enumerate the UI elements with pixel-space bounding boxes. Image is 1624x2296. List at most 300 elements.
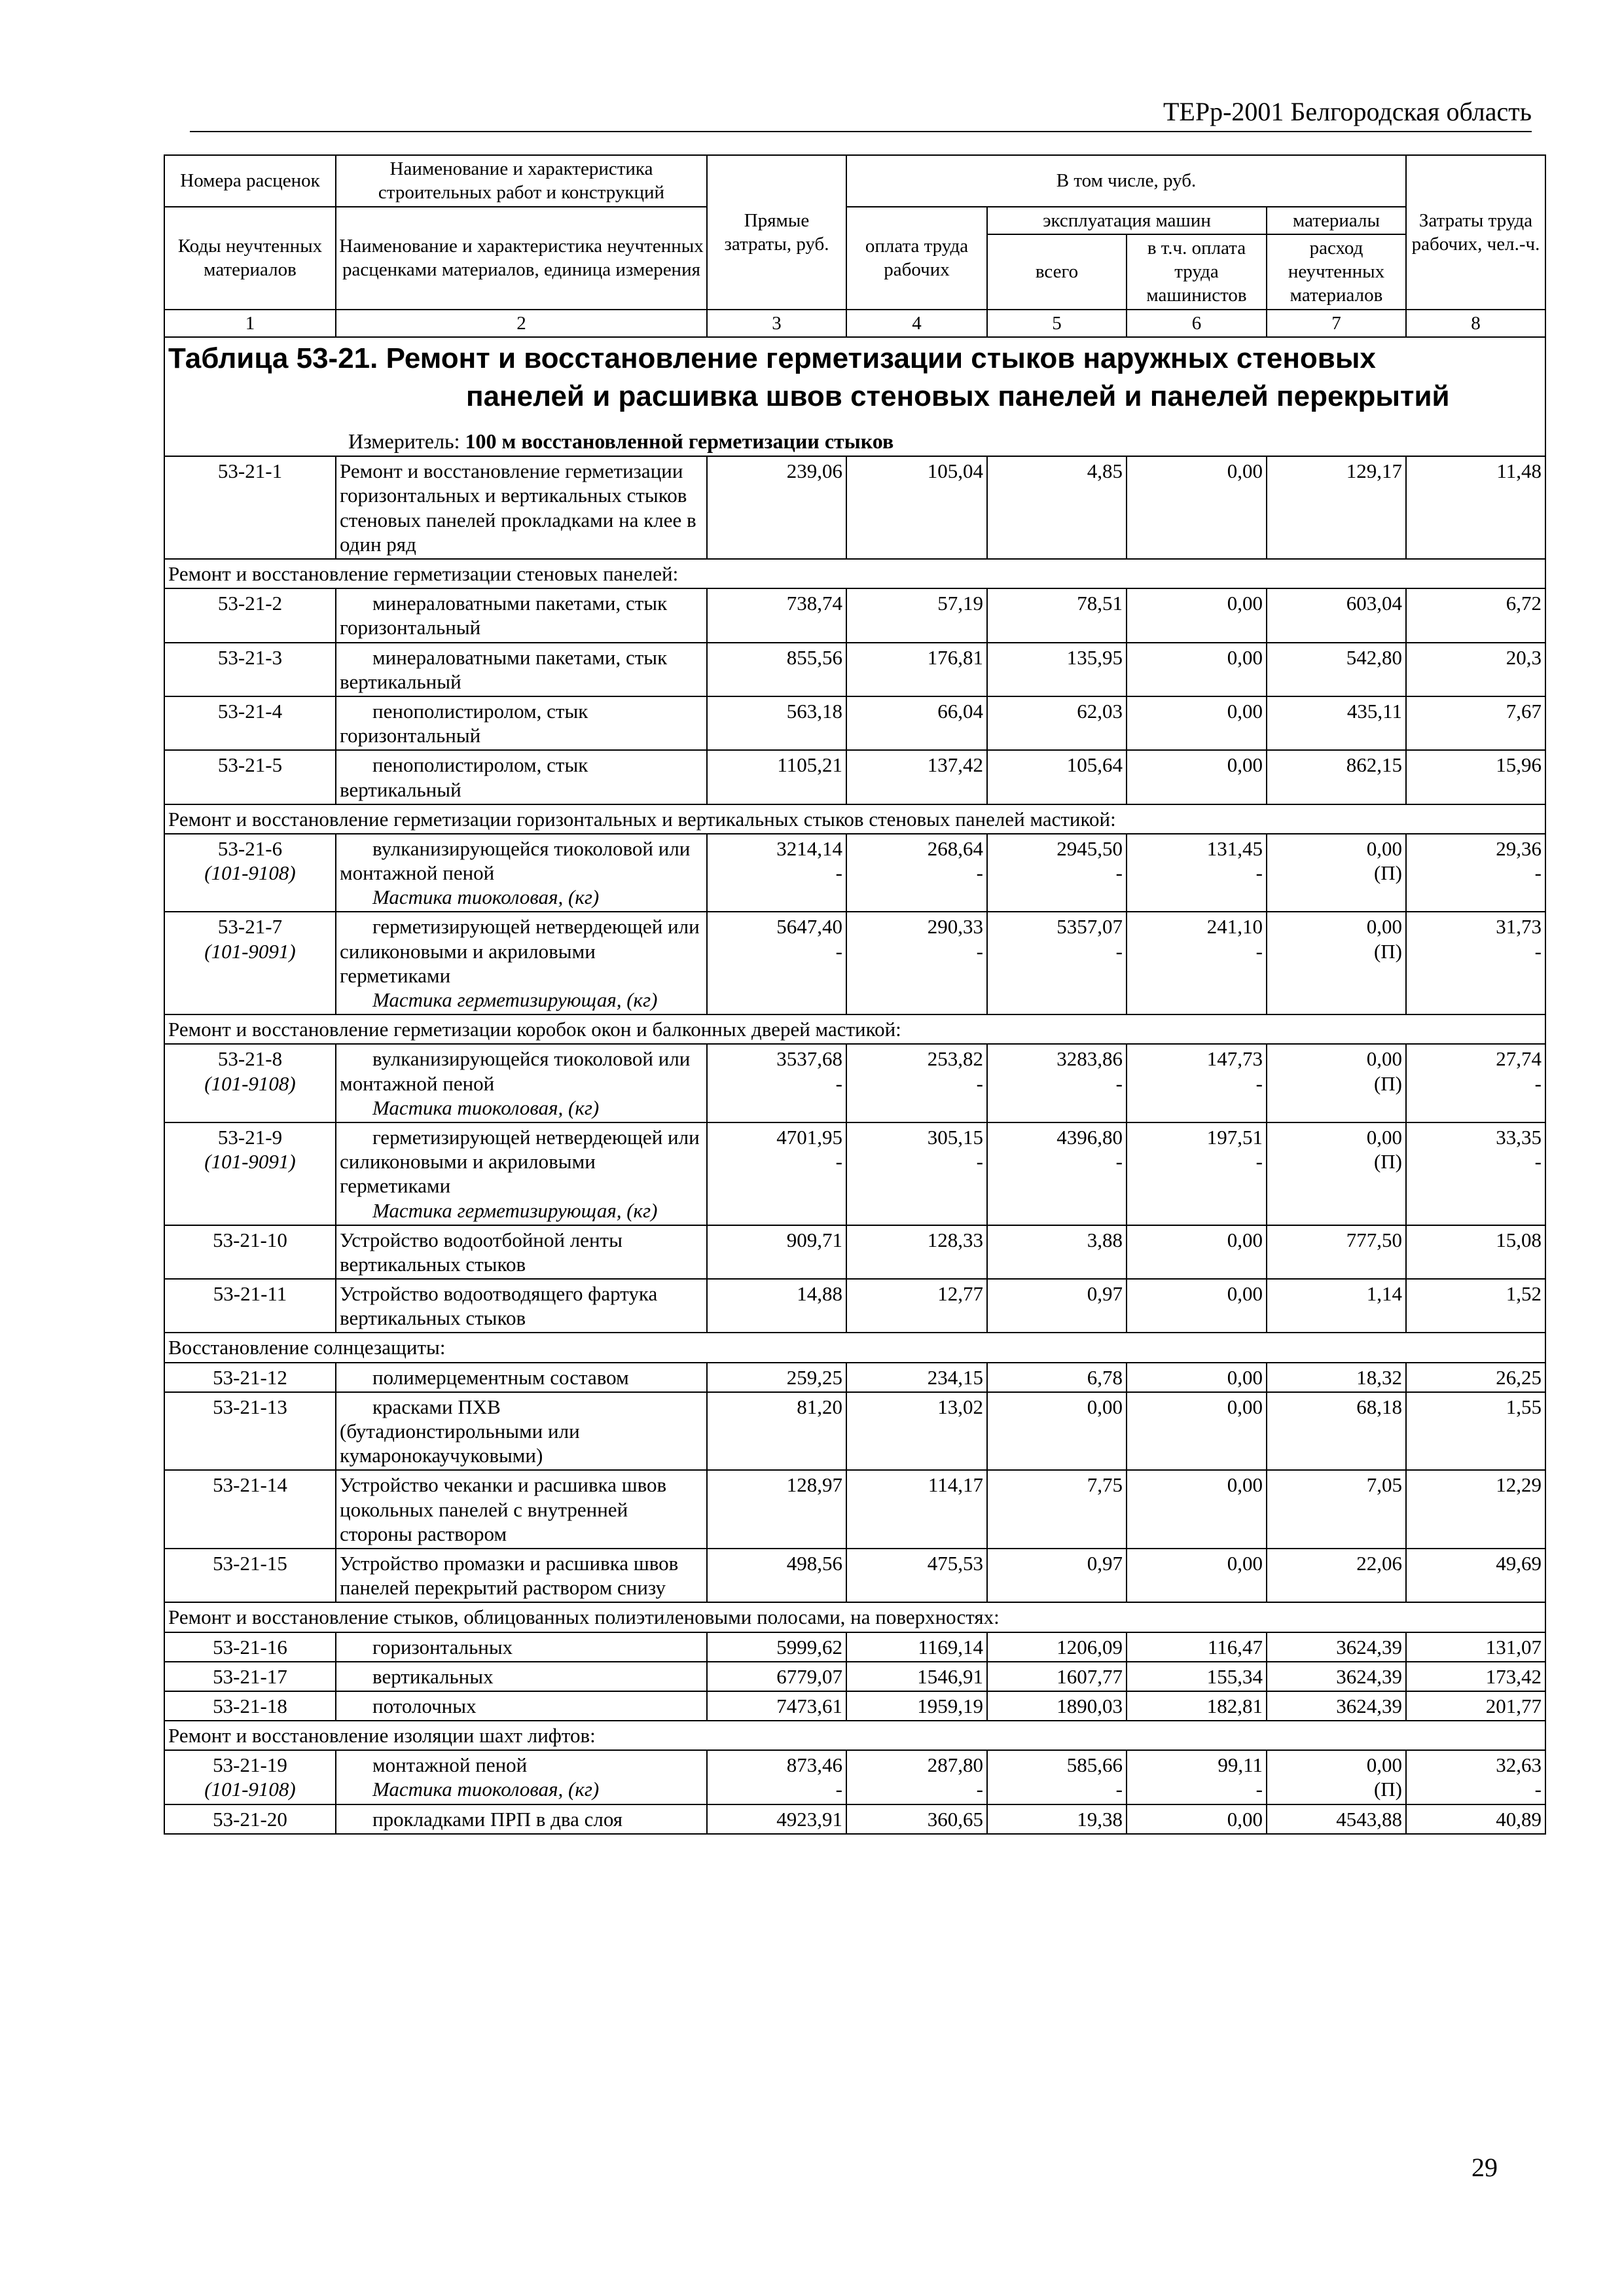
col-number-6: 6 bbox=[1127, 310, 1267, 337]
head-col8: Затраты труда рабочих, чел.-ч. bbox=[1406, 155, 1545, 310]
value-cell bbox=[987, 1279, 1127, 1333]
value: 0,00 bbox=[1227, 1365, 1263, 1389]
value: 0,00 bbox=[1227, 1473, 1263, 1497]
value: 6,78 bbox=[1087, 1365, 1123, 1389]
work-name-cell bbox=[336, 750, 707, 804]
value-cell bbox=[1267, 456, 1406, 559]
material-value: - bbox=[1255, 861, 1263, 885]
value-cell bbox=[1267, 1363, 1406, 1392]
head-col2b: Наименование и характеристика неучтенных расценками материалов, единица измерения bbox=[336, 207, 707, 310]
value-cell bbox=[1127, 588, 1267, 642]
work-name-cell bbox=[336, 1750, 707, 1804]
value-cell bbox=[707, 1632, 846, 1662]
table-row bbox=[164, 1225, 1545, 1279]
value-cell bbox=[1127, 834, 1267, 912]
value-cell bbox=[707, 912, 846, 1014]
value: 57,19 bbox=[937, 592, 983, 615]
value-cell bbox=[707, 1691, 846, 1721]
work-name: вулканизирующейся тиоколовой или монтажной пеной bbox=[340, 1047, 691, 1095]
value: 12,29 bbox=[1496, 1473, 1542, 1497]
value: 20,3 bbox=[1506, 645, 1542, 669]
table-title-row bbox=[164, 337, 1545, 457]
material-value: - bbox=[1255, 1071, 1263, 1095]
value: 0,00 bbox=[1227, 1807, 1263, 1831]
material-value: (П) bbox=[1373, 1071, 1402, 1095]
value: 27,74 bbox=[1496, 1047, 1542, 1071]
material-value: - bbox=[835, 1071, 842, 1095]
value: 31,73 bbox=[1496, 915, 1542, 939]
material-value: (П) bbox=[1373, 861, 1402, 885]
rate-code: 53-21-8 bbox=[217, 1047, 283, 1071]
value-cell bbox=[1406, 1691, 1545, 1721]
value-cell bbox=[1127, 1279, 1267, 1333]
value-cell bbox=[707, 696, 846, 750]
value-cell bbox=[1406, 1279, 1545, 1333]
value-cell bbox=[846, 834, 987, 912]
measure-line bbox=[168, 429, 1542, 454]
material-code: (101-9108) bbox=[204, 1071, 296, 1095]
value: 0,00 bbox=[1366, 1125, 1402, 1149]
value: 3624,39 bbox=[1336, 1694, 1402, 1717]
material-value: - bbox=[1255, 939, 1263, 963]
value-cell bbox=[707, 1470, 846, 1549]
value: 360,65 bbox=[927, 1807, 983, 1831]
table-row bbox=[164, 1470, 1545, 1549]
value-cell bbox=[987, 643, 1127, 696]
value: 0,00 bbox=[1366, 915, 1402, 939]
head-materials: материалы bbox=[1267, 207, 1406, 234]
rate-code-cell bbox=[164, 456, 336, 559]
material-value: - bbox=[835, 1778, 842, 1801]
value: 26,25 bbox=[1496, 1365, 1542, 1389]
value: 0,00 bbox=[1227, 645, 1263, 669]
value: 6,72 bbox=[1506, 592, 1542, 615]
value: 105,04 bbox=[927, 459, 983, 483]
work-name: прокладками ПРП в два слоя bbox=[372, 1807, 623, 1831]
material-value: (П) bbox=[1373, 1778, 1402, 1801]
work-name: Устройство водоотбойной ленты вертикальных стыков bbox=[340, 1228, 623, 1276]
work-name: полимерцементным составом bbox=[372, 1365, 629, 1389]
rate-code-cell bbox=[164, 1804, 336, 1834]
value: 6779,07 bbox=[776, 1664, 842, 1688]
value-cell bbox=[846, 750, 987, 804]
rate-code: 53-21-13 bbox=[213, 1395, 287, 1418]
rate-code: 53-21-14 bbox=[213, 1473, 287, 1497]
value-cell bbox=[1127, 912, 1267, 1014]
group-heading: Ремонт и восстановление герметизации горизонтальных и вертикальных стыков стеновых панелей мастикой: bbox=[164, 804, 1545, 834]
value: 3624,39 bbox=[1336, 1635, 1402, 1659]
head-col6: в т.ч. оплата труда машинистов bbox=[1127, 234, 1267, 310]
value-cell bbox=[1406, 1549, 1545, 1602]
rate-code: 53-21-17 bbox=[213, 1664, 287, 1688]
value-cell bbox=[846, 1363, 987, 1392]
value-cell bbox=[846, 588, 987, 642]
value-cell bbox=[1267, 1549, 1406, 1602]
value-cell bbox=[707, 1549, 846, 1602]
value-cell bbox=[707, 643, 846, 696]
material-code: (101-9108) bbox=[204, 861, 296, 885]
value-cell bbox=[846, 456, 987, 559]
value-cell bbox=[707, 750, 846, 804]
value: 105,64 bbox=[1066, 753, 1123, 777]
value: 19,38 bbox=[1077, 1807, 1123, 1831]
value: 0,00 bbox=[1087, 1395, 1123, 1418]
value-cell bbox=[1267, 750, 1406, 804]
value-cell bbox=[1406, 643, 1545, 696]
value: 1105,21 bbox=[777, 753, 842, 777]
table-row bbox=[164, 1632, 1545, 1662]
rate-code-cell bbox=[164, 1363, 336, 1392]
rate-code: 53-21-11 bbox=[213, 1282, 287, 1306]
value-cell bbox=[846, 1392, 987, 1471]
work-name-cell bbox=[336, 1470, 707, 1549]
value-cell bbox=[987, 834, 1127, 912]
rate-code-cell bbox=[164, 696, 336, 750]
value: 78,51 bbox=[1077, 592, 1123, 615]
work-name-cell bbox=[336, 643, 707, 696]
rate-code: 53-21-5 bbox=[217, 753, 283, 777]
work-name-cell bbox=[336, 696, 707, 750]
value: 873,46 bbox=[786, 1753, 842, 1777]
rate-code: 53-21-15 bbox=[213, 1551, 287, 1575]
value: 0,00 bbox=[1227, 1395, 1263, 1418]
rate-code-cell bbox=[164, 1392, 336, 1471]
work-name: горизонтальных bbox=[372, 1635, 513, 1659]
value-cell bbox=[846, 1662, 987, 1691]
head-col5: всего bbox=[987, 234, 1127, 310]
value-cell bbox=[1127, 1470, 1267, 1549]
work-name: потолочных bbox=[372, 1694, 477, 1717]
value-cell bbox=[707, 1122, 846, 1225]
head-col3: Прямые затраты, руб. bbox=[707, 155, 846, 310]
value-cell bbox=[987, 750, 1127, 804]
head-col1a: Номера расценок bbox=[164, 155, 336, 207]
value-cell bbox=[846, 696, 987, 750]
value: 5357,07 bbox=[1056, 915, 1123, 939]
value: 542,80 bbox=[1346, 645, 1402, 669]
value-cell bbox=[987, 1549, 1127, 1602]
table-body bbox=[164, 337, 1545, 1834]
work-name-cell bbox=[336, 1632, 707, 1662]
value-cell bbox=[846, 1691, 987, 1721]
value-cell bbox=[846, 1632, 987, 1662]
material-value: - bbox=[1255, 1778, 1263, 1801]
value-cell bbox=[987, 1691, 1127, 1721]
table-head bbox=[164, 155, 1545, 337]
value-cell bbox=[1127, 1363, 1267, 1392]
value-cell bbox=[987, 1632, 1127, 1662]
table-title bbox=[168, 340, 1542, 416]
value-cell bbox=[987, 456, 1127, 559]
material-value: - bbox=[976, 1778, 983, 1801]
material-code: (101-9108) bbox=[204, 1778, 296, 1801]
value: 11,48 bbox=[1496, 459, 1542, 483]
rate-code-cell bbox=[164, 1549, 336, 1602]
value: 2945,50 bbox=[1056, 836, 1123, 860]
col-number-5: 5 bbox=[987, 310, 1127, 337]
head-col1b: Коды неучтенных материалов bbox=[164, 207, 336, 310]
value-cell bbox=[1127, 1632, 1267, 1662]
value-cell bbox=[1127, 456, 1267, 559]
material-value: - bbox=[1115, 939, 1123, 963]
value: 0,00 bbox=[1227, 699, 1263, 723]
material-value: - bbox=[976, 1150, 983, 1174]
value: 12,77 bbox=[937, 1282, 983, 1306]
value: 3,88 bbox=[1087, 1228, 1123, 1251]
value: 1,14 bbox=[1366, 1282, 1402, 1306]
value-cell bbox=[1267, 696, 1406, 750]
value: 0,00 bbox=[1366, 1753, 1402, 1777]
table-title-cell bbox=[164, 337, 1545, 457]
value-cell bbox=[1127, 1750, 1267, 1804]
value: 33,35 bbox=[1496, 1125, 1542, 1149]
running-header bbox=[190, 97, 1532, 132]
material-value: - bbox=[976, 1071, 983, 1095]
value: 0,00 bbox=[1366, 1047, 1402, 1071]
value: 777,50 bbox=[1346, 1228, 1402, 1251]
value: 155,34 bbox=[1206, 1664, 1263, 1688]
value: 585,66 bbox=[1066, 1753, 1123, 1777]
value-cell bbox=[846, 1804, 987, 1834]
value: 7,75 bbox=[1087, 1473, 1123, 1497]
value: 128,97 bbox=[786, 1473, 842, 1497]
material-value: - bbox=[976, 861, 983, 885]
value: 15,08 bbox=[1496, 1228, 1542, 1251]
value: 66,04 bbox=[937, 699, 983, 723]
rate-code: 53-21-20 bbox=[213, 1807, 287, 1831]
value: 1,52 bbox=[1506, 1282, 1542, 1306]
value-cell bbox=[1127, 1804, 1267, 1834]
value-cell bbox=[1406, 1392, 1545, 1471]
value: 563,18 bbox=[786, 699, 842, 723]
value: 5647,40 bbox=[776, 915, 842, 939]
value: 1890,03 bbox=[1056, 1694, 1123, 1717]
material-value: - bbox=[1534, 1778, 1542, 1801]
value: 7473,61 bbox=[776, 1694, 842, 1717]
value-cell bbox=[987, 1750, 1127, 1804]
rate-code: 53-21-9 bbox=[217, 1125, 283, 1149]
page-number: 29 bbox=[1471, 2153, 1498, 2182]
value: 909,71 bbox=[786, 1228, 842, 1251]
value: 22,06 bbox=[1356, 1551, 1402, 1575]
group-heading: Ремонт и восстановление стыков, облицованных полиэтиленовыми полосами, на поверхностях: bbox=[164, 1602, 1545, 1632]
value-cell bbox=[1127, 1122, 1267, 1225]
material-code: (101-9091) bbox=[204, 1150, 296, 1174]
work-name-cell bbox=[336, 1804, 707, 1834]
value: 4396,80 bbox=[1056, 1125, 1123, 1149]
value: 1169,14 bbox=[918, 1635, 983, 1659]
value-cell bbox=[707, 1225, 846, 1279]
value-cell bbox=[1127, 696, 1267, 750]
value: 62,03 bbox=[1077, 699, 1123, 723]
value: 0,97 bbox=[1087, 1551, 1123, 1575]
material-value: - bbox=[835, 1150, 842, 1174]
material-value: - bbox=[1534, 861, 1542, 885]
value: 116,47 bbox=[1207, 1635, 1263, 1659]
rate-code-cell bbox=[164, 1122, 336, 1225]
material-value: - bbox=[1534, 1071, 1542, 1095]
material-value: - bbox=[1534, 1150, 1542, 1174]
value-cell bbox=[707, 1044, 846, 1122]
rate-code: 53-21-2 bbox=[217, 592, 283, 615]
value: 4,85 bbox=[1087, 459, 1123, 483]
value: 1546,91 bbox=[917, 1664, 983, 1688]
value: 131,07 bbox=[1485, 1635, 1542, 1659]
value: 128,33 bbox=[927, 1228, 983, 1251]
work-name-cell bbox=[336, 456, 707, 559]
table-row bbox=[164, 456, 1545, 559]
value: 253,82 bbox=[927, 1047, 983, 1071]
rate-code: 53-21-18 bbox=[213, 1694, 287, 1717]
table-row bbox=[164, 1122, 1545, 1225]
value: 290,33 bbox=[927, 915, 983, 939]
value-cell bbox=[1267, 1804, 1406, 1834]
rate-code: 53-21-4 bbox=[217, 699, 283, 723]
value-cell bbox=[1267, 643, 1406, 696]
value-cell bbox=[1406, 588, 1545, 642]
value-cell bbox=[1267, 1470, 1406, 1549]
value-cell bbox=[1406, 834, 1545, 912]
material-value: (П) bbox=[1373, 1150, 1402, 1174]
value-cell bbox=[1267, 1279, 1406, 1333]
value-cell bbox=[707, 1392, 846, 1471]
value: 738,74 bbox=[786, 592, 842, 615]
value-cell bbox=[1406, 1122, 1545, 1225]
work-name-cell bbox=[336, 1363, 707, 1392]
col-number-2: 2 bbox=[336, 310, 707, 337]
value: 18,32 bbox=[1356, 1365, 1402, 1389]
group-row bbox=[164, 559, 1545, 588]
value: 129,17 bbox=[1346, 459, 1402, 483]
value-cell bbox=[1406, 1804, 1545, 1834]
value: 147,73 bbox=[1206, 1047, 1263, 1071]
col-number-7: 7 bbox=[1267, 310, 1406, 337]
material-value: - bbox=[835, 861, 842, 885]
value: 14,88 bbox=[797, 1282, 842, 1306]
value: 287,80 bbox=[927, 1753, 983, 1777]
head-col4: оплата труда рабочих bbox=[846, 207, 987, 310]
table-row bbox=[164, 1044, 1545, 1122]
rate-code: 53-21-7 bbox=[217, 915, 283, 939]
material-name: Мастика тиоколовая, (кг) bbox=[372, 1778, 600, 1801]
value-cell bbox=[1267, 1392, 1406, 1471]
value-cell bbox=[846, 1225, 987, 1279]
work-name: Устройство водоотводящего фартука вертикальных стыков bbox=[340, 1282, 658, 1330]
head-incl: В том числе, руб. bbox=[846, 155, 1406, 207]
material-value: - bbox=[1255, 1150, 1263, 1174]
value: 0,00 bbox=[1227, 459, 1263, 483]
work-name-cell bbox=[336, 1279, 707, 1333]
value-cell bbox=[1127, 643, 1267, 696]
value: 49,69 bbox=[1496, 1551, 1542, 1575]
value-cell bbox=[987, 1662, 1127, 1691]
value-cell bbox=[1406, 1662, 1545, 1691]
value: 475,53 bbox=[927, 1551, 983, 1575]
value: 305,15 bbox=[927, 1125, 983, 1149]
value-cell bbox=[1267, 834, 1406, 912]
value: 0,00 bbox=[1227, 1228, 1263, 1251]
rate-code-cell bbox=[164, 912, 336, 1014]
value: 32,63 bbox=[1496, 1753, 1542, 1777]
rate-code-cell bbox=[164, 1044, 336, 1122]
value: 259,25 bbox=[786, 1365, 842, 1389]
value-cell bbox=[1267, 1044, 1406, 1122]
value: 0,00 bbox=[1366, 836, 1402, 860]
table-row bbox=[164, 750, 1545, 804]
work-name: минераловатными пакетами, стык вертикальный bbox=[340, 645, 668, 693]
rate-code-cell bbox=[164, 1691, 336, 1721]
col-number-3: 3 bbox=[707, 310, 846, 337]
value: 435,11 bbox=[1346, 699, 1402, 723]
value: 176,81 bbox=[927, 645, 983, 669]
rate-code: 53-21-6 bbox=[217, 836, 283, 860]
table-row bbox=[164, 1549, 1545, 1602]
value: 234,15 bbox=[927, 1365, 983, 1389]
rate-code: 53-21-1 bbox=[217, 459, 283, 483]
work-name: вулканизирующейся тиоколовой или монтажной пеной bbox=[340, 836, 691, 885]
col-number-1: 1 bbox=[164, 310, 336, 337]
table-row bbox=[164, 696, 1545, 750]
value: 4543,88 bbox=[1336, 1807, 1402, 1831]
group-heading: Ремонт и восстановление изоляции шахт лифтов: bbox=[164, 1721, 1545, 1750]
material-name: Мастика герметизирующая, (кг) bbox=[372, 1198, 658, 1222]
value-cell bbox=[1406, 1470, 1545, 1549]
material-name: Мастика тиоколовая, (кг) bbox=[372, 1096, 600, 1119]
work-name-cell bbox=[336, 1122, 707, 1225]
value: 241,10 bbox=[1206, 915, 1263, 939]
work-name: монтажной пеной bbox=[372, 1753, 528, 1777]
material-value: (П) bbox=[1373, 939, 1402, 963]
value-cell bbox=[846, 1044, 987, 1122]
value-cell bbox=[707, 1279, 846, 1333]
work-name: Устройство чеканки и расшивка швов цокольных панелей с внутренней стороны раствором bbox=[340, 1473, 667, 1545]
value-cell bbox=[846, 1549, 987, 1602]
rate-code-cell bbox=[164, 834, 336, 912]
value: 0,00 bbox=[1227, 1551, 1263, 1575]
rate-code-cell bbox=[164, 750, 336, 804]
work-name-cell bbox=[336, 912, 707, 1014]
value-cell bbox=[1406, 1044, 1545, 1122]
material-value: - bbox=[1534, 939, 1542, 963]
value-cell bbox=[987, 912, 1127, 1014]
value-cell bbox=[1406, 912, 1545, 1014]
value-cell bbox=[1127, 1392, 1267, 1471]
rate-code: 53-21-16 bbox=[213, 1635, 287, 1659]
value: 3624,39 bbox=[1336, 1664, 1402, 1688]
value: 5999,62 bbox=[776, 1635, 842, 1659]
work-name: герметизирующей нетвердеющей или силиконовыми и акриловыми герметиками bbox=[340, 1125, 700, 1198]
value-cell bbox=[1127, 1225, 1267, 1279]
value: 603,04 bbox=[1346, 592, 1402, 615]
value-cell bbox=[1267, 1691, 1406, 1721]
value-cell bbox=[846, 912, 987, 1014]
table-title-line2: панелей и расшивка швов стеновых панелей и панелей перекрытий bbox=[466, 380, 1450, 412]
rate-code-cell bbox=[164, 1750, 336, 1804]
value-cell bbox=[846, 1470, 987, 1549]
work-name: красками ПХВ (бутадионстирольными или кумаронокаучуковыми) bbox=[340, 1395, 580, 1467]
rate-code: 53-21-19 bbox=[213, 1753, 287, 1777]
value-cell bbox=[846, 1750, 987, 1804]
head-col7: расход неучтенных материалов bbox=[1267, 234, 1406, 310]
value: 1,55 bbox=[1506, 1395, 1542, 1418]
rate-code-cell bbox=[164, 1225, 336, 1279]
value: 4701,95 bbox=[776, 1125, 842, 1149]
rate-code-cell bbox=[164, 1279, 336, 1333]
value-cell bbox=[1267, 912, 1406, 1014]
table-row bbox=[164, 1691, 1545, 1721]
table-row bbox=[164, 912, 1545, 1014]
value-cell bbox=[987, 1044, 1127, 1122]
